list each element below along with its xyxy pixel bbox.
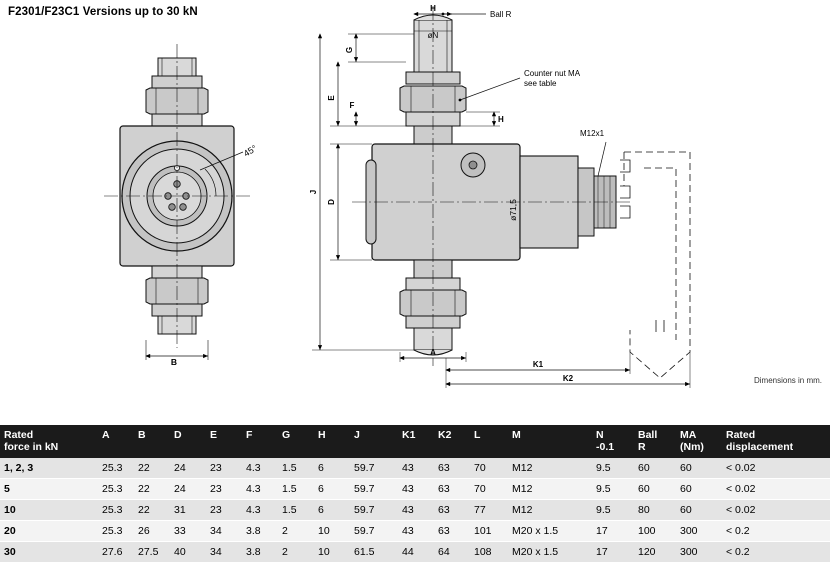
cell-d: 24 bbox=[170, 479, 206, 500]
cell-b: 22 bbox=[134, 500, 170, 521]
cell-a: 25.3 bbox=[98, 500, 134, 521]
th-ball-r: Ball R bbox=[634, 425, 676, 458]
cell-g: 2 bbox=[278, 521, 314, 542]
cell-m: M20 x 1.5 bbox=[508, 542, 592, 563]
cell-rated-force: 5 bbox=[0, 479, 98, 500]
dim-k2-label: K2 bbox=[562, 374, 574, 383]
cell-k1: 43 bbox=[398, 458, 434, 479]
cell-rated-displacement: < 0.2 bbox=[722, 542, 830, 563]
cell-n: 9.5 bbox=[592, 500, 634, 521]
dim-a-label: A bbox=[430, 348, 436, 357]
cell-h: 6 bbox=[314, 479, 350, 500]
cell-b: 22 bbox=[134, 458, 170, 479]
cell-rated-displacement: < 0.02 bbox=[722, 458, 830, 479]
cell-rated-force: 10 bbox=[0, 500, 98, 521]
dim-d-label: D bbox=[327, 199, 336, 205]
ball-r-label: Ball R bbox=[490, 10, 512, 19]
cell-f: 4.3 bbox=[242, 500, 278, 521]
th-e: E bbox=[206, 425, 242, 458]
cell-n: 9.5 bbox=[592, 479, 634, 500]
cell-h: 6 bbox=[314, 500, 350, 521]
cell-ma: 300 bbox=[676, 542, 722, 563]
cell-rated-displacement: < 0.2 bbox=[722, 521, 830, 542]
cell-e: 34 bbox=[206, 542, 242, 563]
cell-m: M12 bbox=[508, 458, 592, 479]
cell-d: 40 bbox=[170, 542, 206, 563]
cell-k2: 63 bbox=[434, 500, 470, 521]
cell-l: 77 bbox=[470, 500, 508, 521]
cell-ball-r: 120 bbox=[634, 542, 676, 563]
cell-b: 27.5 bbox=[134, 542, 170, 563]
cell-k2: 63 bbox=[434, 458, 470, 479]
cell-d: 31 bbox=[170, 500, 206, 521]
th-b: B bbox=[134, 425, 170, 458]
cell-a: 27.6 bbox=[98, 542, 134, 563]
table-row bbox=[0, 521, 830, 542]
cell-f: 4.3 bbox=[242, 458, 278, 479]
cell-k2: 63 bbox=[434, 479, 470, 500]
cell-l: 70 bbox=[470, 479, 508, 500]
cell-a: 25.3 bbox=[98, 521, 134, 542]
cell-ma: 300 bbox=[676, 521, 722, 542]
cell-k1: 43 bbox=[398, 500, 434, 521]
cell-b: 26 bbox=[134, 521, 170, 542]
th-d: D bbox=[170, 425, 206, 458]
th-rated-displacement: Rated displacement bbox=[722, 425, 830, 458]
table-header-row bbox=[0, 425, 830, 458]
th-a: A bbox=[98, 425, 134, 458]
cell-d: 33 bbox=[170, 521, 206, 542]
th-n: N -0.1 bbox=[592, 425, 634, 458]
cell-g: 1.5 bbox=[278, 458, 314, 479]
cell-b: 22 bbox=[134, 479, 170, 500]
section-view bbox=[309, 4, 690, 388]
th-j: J bbox=[350, 425, 398, 458]
specification-table bbox=[0, 425, 830, 563]
cell-ma: 60 bbox=[676, 500, 722, 521]
cell-k1: 43 bbox=[398, 479, 434, 500]
dim-e-label: E bbox=[327, 95, 336, 101]
cell-l: 108 bbox=[470, 542, 508, 563]
cell-ma: 60 bbox=[676, 479, 722, 500]
dim-b-label: B bbox=[170, 357, 178, 367]
cell-a: 25.3 bbox=[98, 479, 134, 500]
th-k1: K1 bbox=[398, 425, 434, 458]
cell-j: 61.5 bbox=[350, 542, 398, 563]
counter-nut-label-line2: see table bbox=[524, 79, 557, 88]
cell-m: M20 x 1.5 bbox=[508, 521, 592, 542]
cell-e: 23 bbox=[206, 500, 242, 521]
angle-label: 45° bbox=[241, 142, 259, 159]
diameter-n-label: øN bbox=[427, 31, 439, 40]
cell-rated-force: 1, 2, 3 bbox=[0, 458, 98, 479]
cell-f: 3.8 bbox=[242, 521, 278, 542]
dim-h-top-label: H bbox=[430, 4, 436, 13]
th-l: L bbox=[470, 425, 508, 458]
cell-m: M12 bbox=[508, 500, 592, 521]
cell-k1: 44 bbox=[398, 542, 434, 563]
cell-h: 6 bbox=[314, 458, 350, 479]
table-row bbox=[0, 500, 830, 521]
cell-rated-force: 20 bbox=[0, 521, 98, 542]
table-row bbox=[0, 542, 830, 563]
dim-k1-label: K1 bbox=[532, 360, 544, 369]
th-k2: K2 bbox=[434, 425, 470, 458]
dim-j-label: J bbox=[309, 189, 318, 195]
th-g: G bbox=[278, 425, 314, 458]
cell-g: 1.5 bbox=[278, 479, 314, 500]
cell-e: 23 bbox=[206, 458, 242, 479]
cell-k2: 63 bbox=[434, 521, 470, 542]
left-view bbox=[104, 44, 259, 367]
cell-rated-displacement: < 0.02 bbox=[722, 500, 830, 521]
cell-g: 1.5 bbox=[278, 500, 314, 521]
counter-nut-label-line1: Counter nut MA bbox=[524, 69, 581, 78]
cell-rated-displacement: < 0.02 bbox=[722, 479, 830, 500]
diameter-715-label: ø71,5 bbox=[508, 199, 518, 221]
cell-a: 25.3 bbox=[98, 458, 134, 479]
cell-h: 10 bbox=[314, 542, 350, 563]
table-row bbox=[0, 458, 830, 479]
dim-f-label: F bbox=[349, 101, 355, 110]
cell-j: 59.7 bbox=[350, 479, 398, 500]
cell-d: 24 bbox=[170, 458, 206, 479]
cell-f: 4.3 bbox=[242, 479, 278, 500]
cell-ball-r: 60 bbox=[634, 479, 676, 500]
thread-label: M12x1 bbox=[580, 129, 605, 138]
cell-ma: 60 bbox=[676, 458, 722, 479]
th-m: M bbox=[508, 425, 592, 458]
cell-j: 59.7 bbox=[350, 500, 398, 521]
cell-h: 10 bbox=[314, 521, 350, 542]
cell-n: 9.5 bbox=[592, 458, 634, 479]
cell-f: 3.8 bbox=[242, 542, 278, 563]
cell-j: 59.7 bbox=[350, 458, 398, 479]
cell-m: M12 bbox=[508, 479, 592, 500]
dim-h-right-label: H bbox=[498, 115, 504, 124]
page-title: F2301/F23C1 Versions up to 30 kN bbox=[8, 6, 198, 18]
th-h: H bbox=[314, 425, 350, 458]
cell-ball-r: 100 bbox=[634, 521, 676, 542]
cell-ball-r: 80 bbox=[634, 500, 676, 521]
cell-j: 59.7 bbox=[350, 521, 398, 542]
cell-l: 70 bbox=[470, 458, 508, 479]
dimensions-note: Dimensions in mm. bbox=[753, 376, 822, 385]
th-f: F bbox=[242, 425, 278, 458]
cell-l: 101 bbox=[470, 521, 508, 542]
cell-rated-force: 30 bbox=[0, 542, 98, 563]
cell-k1: 43 bbox=[398, 521, 434, 542]
cell-n: 17 bbox=[592, 521, 634, 542]
cell-n: 17 bbox=[592, 542, 634, 563]
dim-g-label: G bbox=[345, 46, 354, 54]
table-row bbox=[0, 479, 830, 500]
cell-ball-r: 60 bbox=[634, 458, 676, 479]
cell-g: 2 bbox=[278, 542, 314, 563]
cell-k2: 64 bbox=[434, 542, 470, 563]
th-rated-force: Rated force in kN bbox=[0, 425, 98, 458]
cell-e: 34 bbox=[206, 521, 242, 542]
cell-e: 23 bbox=[206, 479, 242, 500]
th-ma: MA (Nm) bbox=[676, 425, 722, 458]
